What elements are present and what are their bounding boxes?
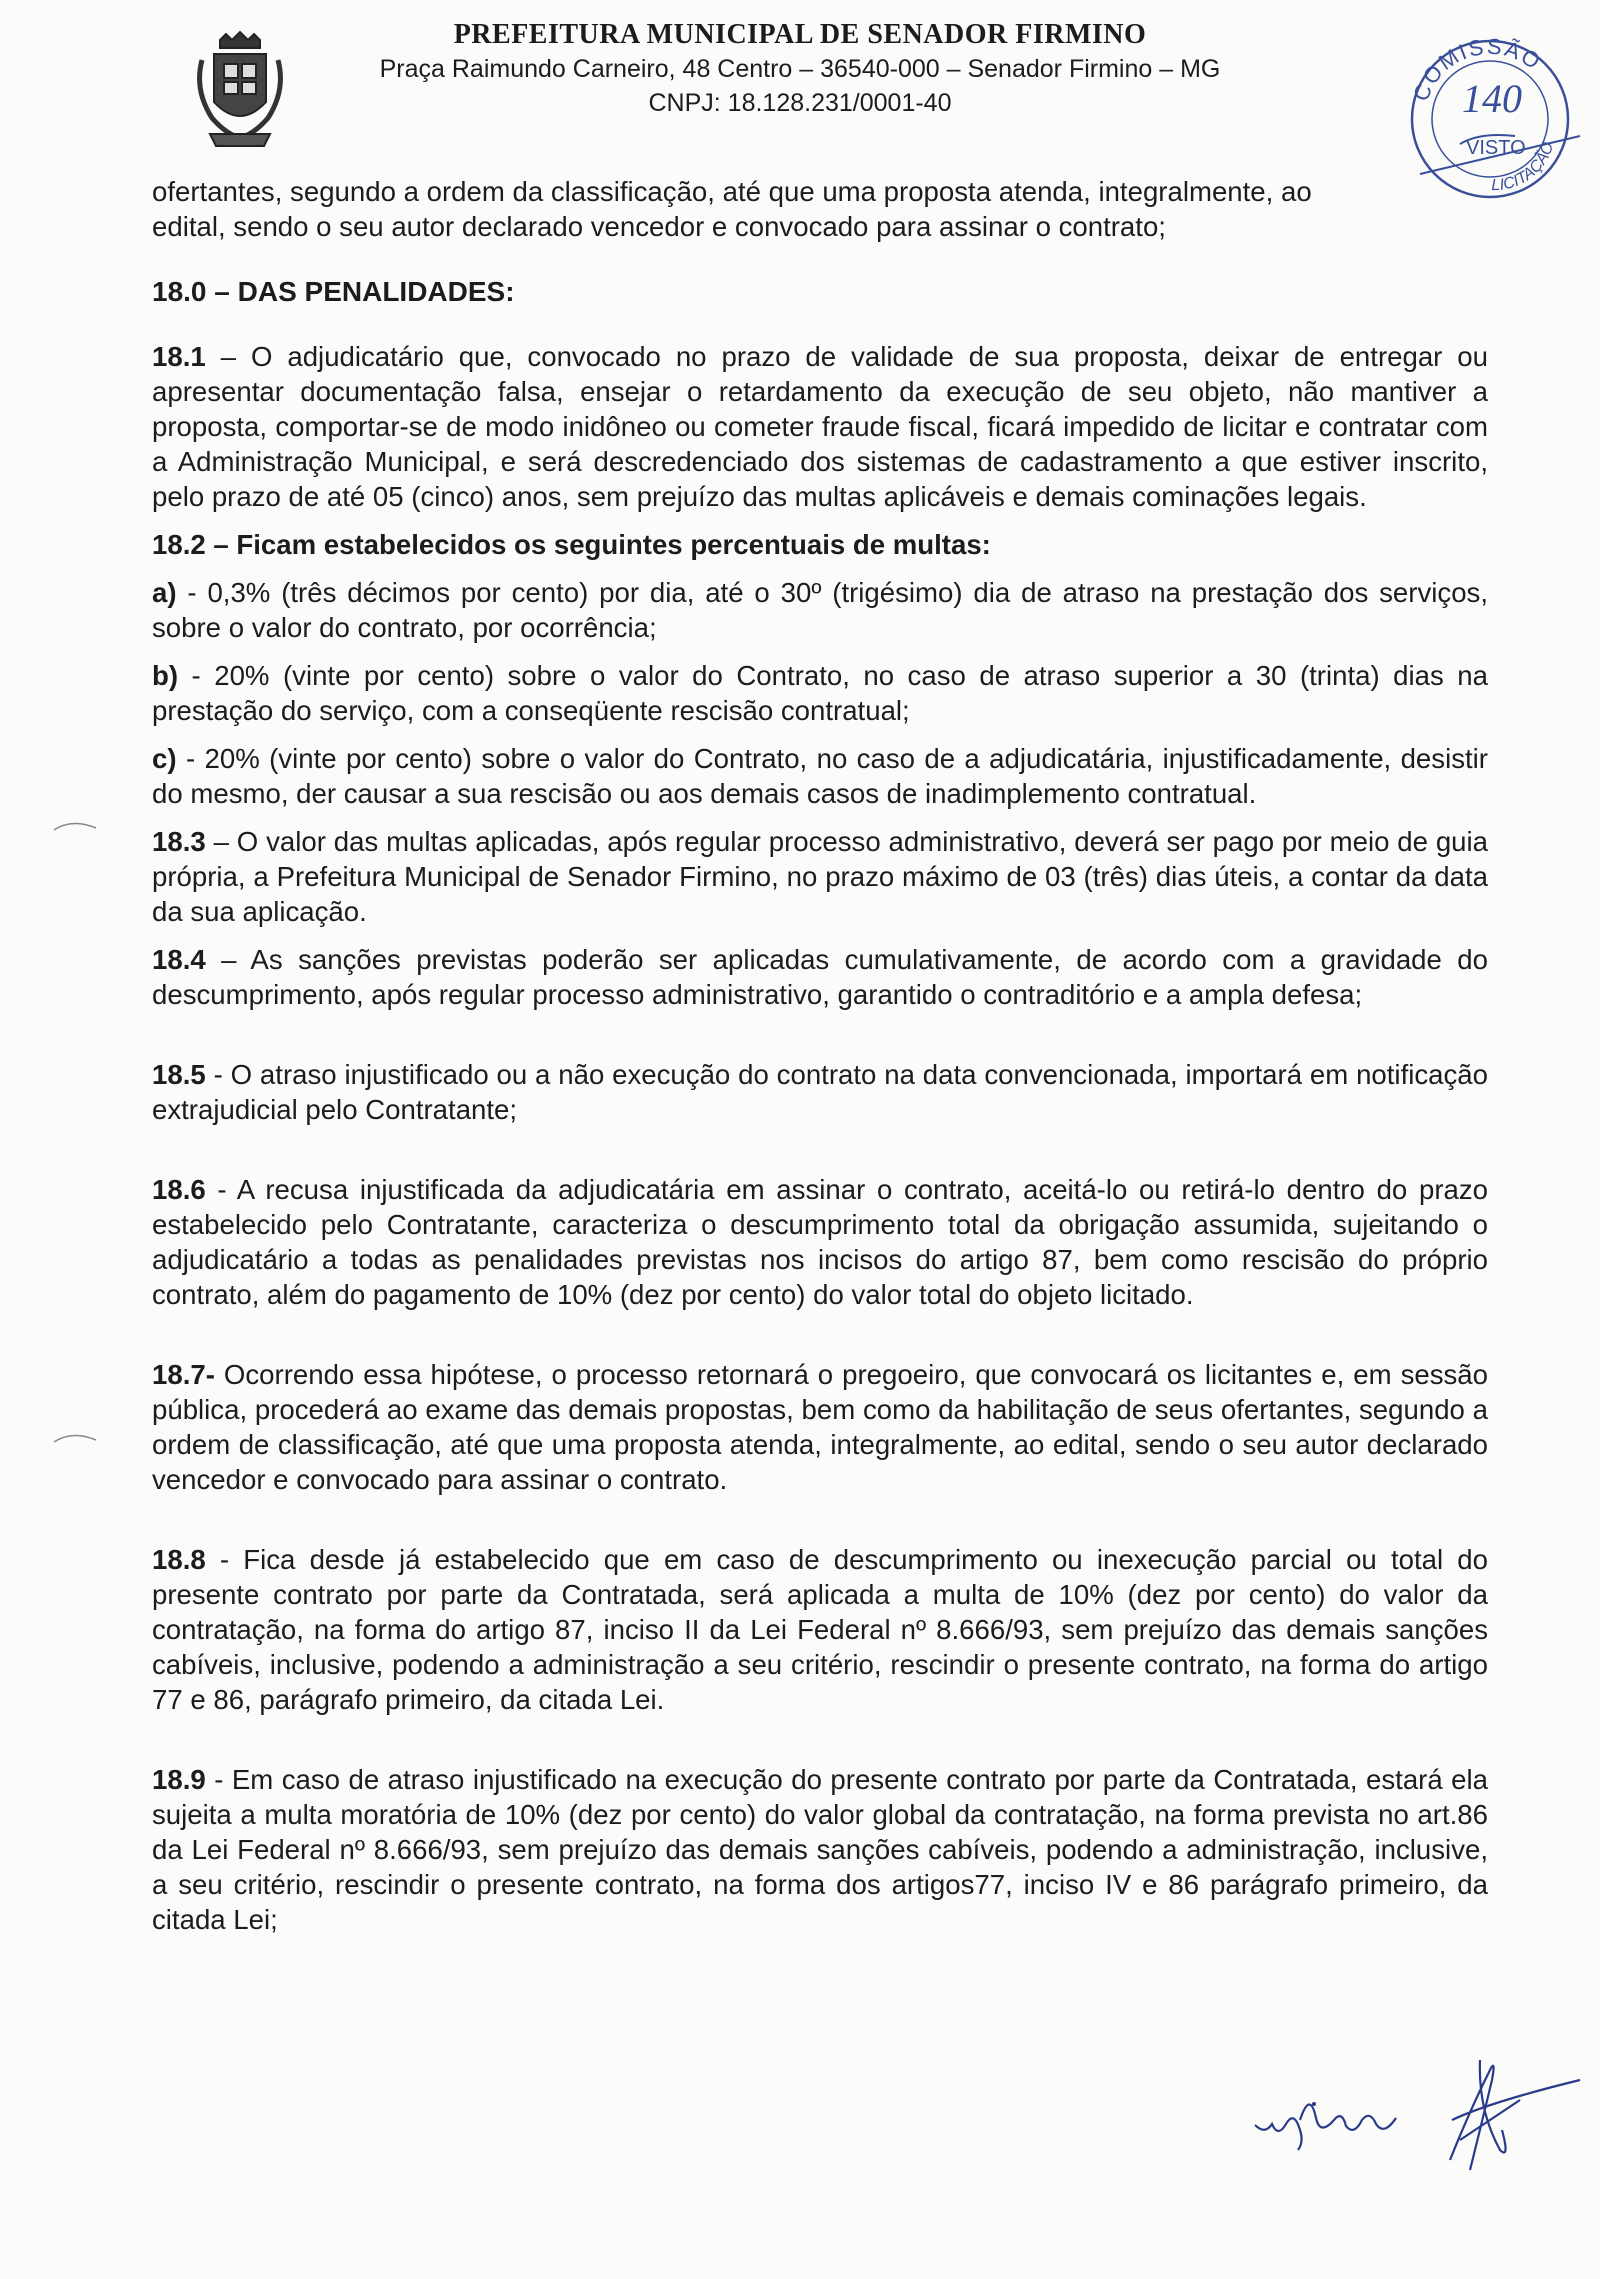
item-text: - 20% (vinte por cento) sobre o valor do Contrato, no caso de atraso superior a 30 (trinta) dias na prestação do serviço, com a conseqüente rescisão contratual; [152, 660, 1488, 726]
item-c [152, 741, 1488, 811]
clause-text: - Em caso de atraso injustificado na execução do presente contrato por parte da Contratada, estará ela sujeita a multa moratória de 10% (dez por cento) do valor global da contratação, na forma prevista no art.86 da Lei Federal nº 8.666/93, sem prejuízo das demais sanções cabíveis, podendo a administração, inclusive, a seu critério, rescindir o presente contrato, na forma dos artigos77, inciso IV e 86 parágrafo primeiro, da citada Lei; [152, 1764, 1488, 1935]
clause-number: 18.7- [152, 1359, 215, 1390]
item-b [152, 658, 1488, 728]
clause-text: – As sanções previstas poderão ser aplicadas cumulativamente, de acordo com a gravidade do descumprimento, após regular processo administrativo, garantido o contraditório e a ampla defesa; [152, 944, 1488, 1010]
clause-18-2: 18.2 – Ficam estabelecidos os seguintes percentuais de multas: [152, 529, 991, 560]
signature-icon [1430, 2040, 1600, 2180]
clause-18-6 [152, 1172, 1488, 1312]
institution-cnpj: CNPJ: 18.128.231/0001-40 [648, 89, 952, 117]
institution-name: PREFEITURA MUNICIPAL DE SENADOR FIRMINO [453, 19, 1147, 50]
clause-text: - O atraso injustificado ou a não execução do contrato na data convencionada, importará em notificação extrajudicial pelo Contratante; [152, 1059, 1488, 1125]
intro-line-1: ofertantes, segundo a ordem da classificação, até que uma proposta atenda, integralmente, ao [152, 176, 1312, 207]
clause-18-9 [152, 1762, 1488, 1937]
item-label: a) [152, 577, 177, 608]
clause-text: – O adjudicatário que, convocado no prazo de validade de sua proposta, deixar de entregar ou apresentar documentação falsa, ensejar o retardamento da execução de seu objeto, não mantiver a proposta, comportar-se de modo inidôneo ou cometer fraude fiscal, ficará impedido de licitar e contratar com a Administração Municipal, e será descredenciado dos sistemas de cadastramento a que estiver inscrito, pelo prazo de até 05 (cinco) anos, sem prejuízo das multas aplicáveis e demais cominações legais. [152, 341, 1488, 512]
margin-mark-icon [52, 1430, 98, 1446]
clause-number: 18.8 [152, 1544, 206, 1575]
clause-number: 18.5 [152, 1059, 206, 1090]
clause-number: 18.6 [152, 1174, 206, 1205]
clause-18-5 [152, 1057, 1488, 1127]
clause-text: – O valor das multas aplicadas, após regular processo administrativo, deverá ser pago por meio de guia própria, a Prefeitura Municipal de Senador Firmino, no prazo máximo de 03 (três) dias úteis, a contar da data da sua aplicação. [152, 826, 1488, 927]
clause-number: 18.1 [152, 341, 206, 372]
item-label: c) [152, 743, 177, 774]
item-label: b) [152, 660, 179, 691]
stamp-middle-text: VISTO [1466, 137, 1526, 159]
clause-number: 18.3 [152, 826, 206, 857]
clause-18-1 [152, 339, 1488, 514]
margin-mark-icon [52, 818, 98, 834]
municipal-crest-icon [190, 30, 290, 158]
section-title: 18.0 – DAS PENALIDADES: [152, 276, 515, 307]
stamp-page-mark: 140 [1462, 76, 1522, 121]
stamp-top-text: COMISSÃO [1407, 33, 1547, 105]
item-text: - 0,3% (três décimos por cento) por dia, até o 30º (trigésimo) dia de atraso na prestação dos serviços, sobre o valor do contrato, por ocorrência; [152, 577, 1488, 643]
signature-initials-icon [1250, 2080, 1420, 2160]
clause-text: Ocorrendo essa hipótese, o processo retornará o pregoeiro, que convocará os licitantes e, em sessão pública, procederá ao exame das demais propostas, bem como da habilitação de seus ofertantes, segundo a ordem de classificação, até que uma proposta atenda, integralmente, ao edital, sendo o seu autor declarado vencedor e convocado para assinar o contrato. [152, 1359, 1488, 1495]
institution-address: Praça Raimundo Carneiro, 48 Centro – 36540-000 – Senador Firmino – MG [379, 55, 1221, 83]
item-text: - 20% (vinte por cento) sobre o valor do Contrato, no caso de a adjudicatária, injustificadamente, desistir do mesmo, der causar a sua rescisão ou aos demais casos de inadimplemento contratual. [152, 743, 1488, 809]
stamp-bottom-text: LICITAÇÃO [1491, 140, 1558, 195]
clause-number: 18.9 [152, 1764, 206, 1795]
clause-18-7 [152, 1357, 1488, 1497]
item-a [152, 575, 1488, 645]
document-body [152, 174, 1488, 1937]
clause-text: - A recusa injustificada da adjudicatária em assinar o contrato, aceitá-lo ou retirá-lo dentro do prazo estabelecido pelo Contratante, caracteriza o descumprimento total da obrigação assumida, sujeitando o adjudicatário a todas as penalidades previstas nos incisos do artigo 87, bem como rescisão do próprio contrato, além do pagamento de 10% (dez por cento) do valor total do objeto licitado. [152, 1174, 1488, 1310]
clause-18-8 [152, 1542, 1488, 1717]
clause-number: 18.4 [152, 944, 206, 975]
clause-18-4 [152, 942, 1488, 1012]
clause-18-3 [152, 824, 1488, 929]
intro-line-2: edital, sendo o seu autor declarado vencedor e convocado para assinar o contrato; [152, 211, 1166, 242]
clause-text: - Fica desde já estabelecido que em caso de descumprimento ou inexecução parcial ou total do presente contrato por parte da Contratada, será aplicada a multa de 10% (dez por cento) do valor da contratação, na forma do artigo 87, inciso II da Lei Federal nº 8.666/93, sem prejuízo das demais sanções cabíveis, inclusive, podendo a administração a seu critério, rescindir o presente contrato, na forma do artigo 77 e 86, parágrafo primeiro, da citada Lei. [152, 1544, 1488, 1715]
